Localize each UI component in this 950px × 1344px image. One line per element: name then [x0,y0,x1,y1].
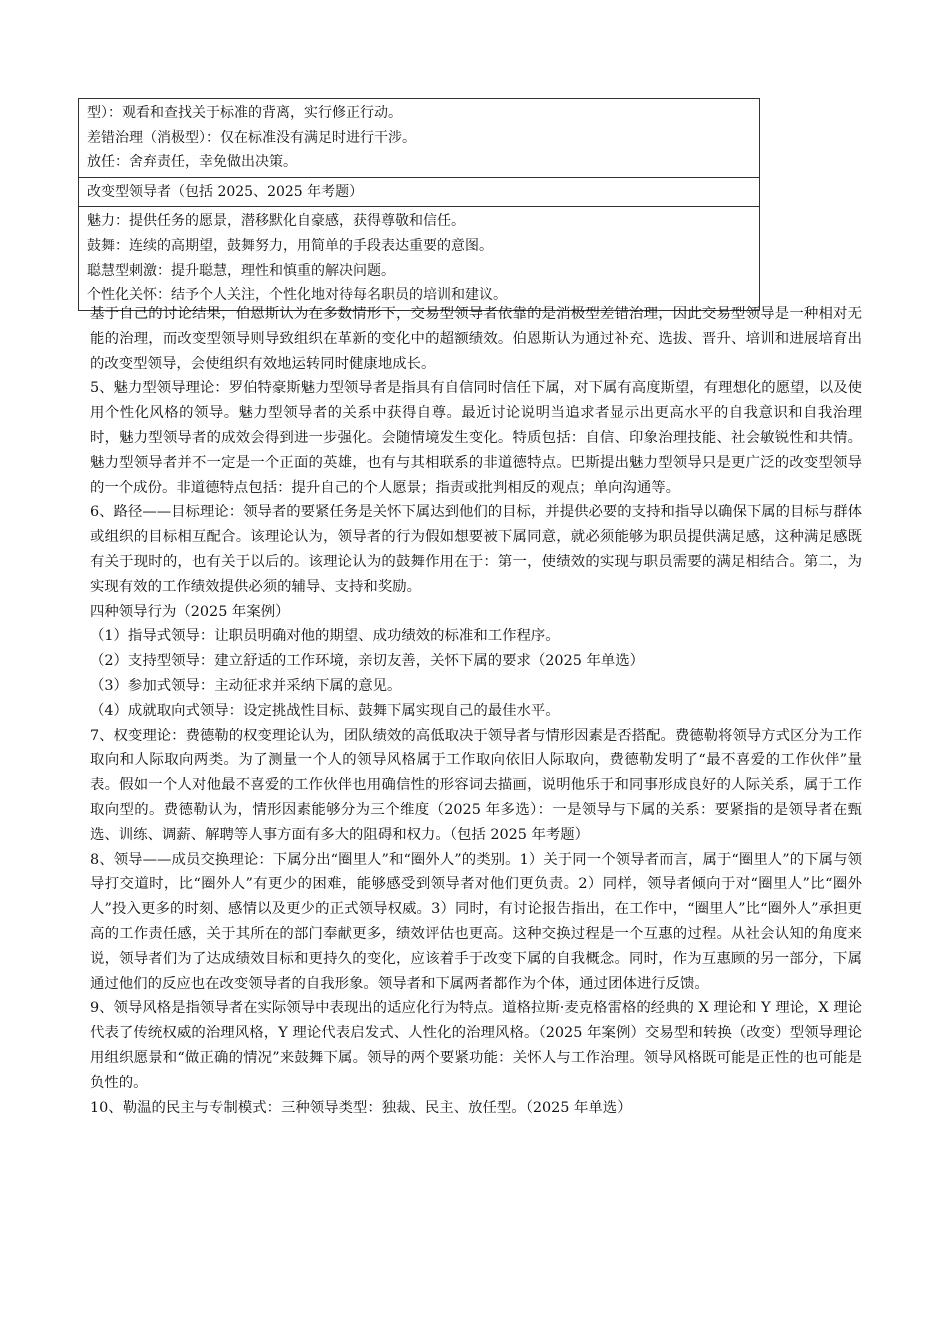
paragraph: 基于自己的讨论结果，伯恩斯认为在多数情形下，交易型领导者依靠的是消极型差错治理，因此交易型领导是一种相对无能的治理，而改变型领导则导致组织在革新的变化中的超额绩效。伯恩斯认为通过补充、选拔、晋升、培训和进展培育出的改变型领导，会使组织有效地运转同时健康地成长。 [90,306,862,372]
paragraph: 9、领导风格是指领导者在实际领导中表现出的适应化行为特点。道格拉斯·麦克格雷格的经典的 X 理论和 Y 理论，X 理论代表了传统权威的治理风格，Y 理论代表启发式、人性化的治理风格。（2025 年案例）交易型和转换（改变）型领导理论用组织愿景和“做正确的情况”来鼓舞下属。领导的两个要紧功能：关怀人与工作治理。领导风格既可能是正性的也可能是负性的。 [90,1000,862,1091]
paragraph: 5、魅力型领导理论：罗伯特豪斯魅力型领导者是指具有自信同时信任下属，对下属有高度斯望，有理想化的愿望，以及使用个性化风格的领导。魅力型领导者的关系中获得自尊。最近讨论说明当追求者显示出更高水平的自我意识和自我治理时，魅力型领导者的成效会得到进一步强化。会随情境发生变化。特质包括：自信、印象治理技能、社会敏锐性和共情。魅力型领导者并不一定是一个正面的英雄，也有与其相联系的非道德特点。巴斯提出魅力型领导只是更广泛的改变型领导的一个成份。非道德特点包括：提升自己的个人愿景；指责或批判相反的观点；单向沟通等。 [90,380,862,496]
table-line: 鼓舞：连续的高期望，鼓舞努力，用简单的手段表达重要的意图。 [87,237,493,254]
list-item: （4）成就取向式领导：设定挑战性目标、鼓舞下属实现自己的最佳水平。 [90,702,560,719]
table-cell-transformational [79,206,759,309]
list-item: （2）支持型领导：建立舒适的工作环境，亲切友善，关怀下属的要求（2025 年单选） [90,653,645,670]
paragraph: 10、勒温的民主与专制模式：三种领导类型：独裁、民主、放任型。（2025 年单选） [90,1099,632,1116]
body-text [90,302,862,1120]
paragraph: 7、权变理论：费德勒的权变理论认为，团队绩效的高低取决于领导者与情形因素是否搭配。费德勒将领导方式区分为工作取向和人际取向两类。为了测量一个人的领导风格属于工作取向依旧人际取向，费德勒发明了“最不喜爱的工作伙伴”量表。假如一个人对他最不喜爱的工作伙伴也用确信性的形容词去描画，说明他乐于和同事形成良好的人际关系，属于工作取向型的。费德勒认为，情形因素能够分为三个维度（2025 年多选）：一是领导与下属的关系：要紧指的是领导者在甄选、训练、调薪、解聘等人事方面有多大的阻碍和权力。（包括 2025 年考题） [90,727,862,843]
table-cell-transformational-heading [79,177,759,207]
table-line: 差错治理（消极型）：仅在标准没有满足时进行干涉。 [87,129,416,146]
table-line: 放任：舍弃责任，幸免做出决策。 [87,154,297,171]
list-item: （1）指导式领导：让职员明确对他的期望、成功绩效的标准和工作程序。 [90,628,560,645]
table-cell-transactional [79,99,759,177]
paragraph: 8、领导——成员交换理论：下属分出“圈里人”和“圈外人”的类别。1）关于同一个领导者而言，属于“圈里人”的下属与领导打交道时，比“圈外人”有更少的困难，能够感受到领导者对他们更负责。2）同样，领导者倾向于对“圈里人”比“圈外人”投入更多的时刻、感情以及更少的正式领导权威。3）同时，有讨论报告指出，在工作中，“圈里人”比“圈外人”承担更高的工作责任感，关于其所在的部门奉献更多，绩效评估也更高。这种交换过程是一个互惠的过程。从社会认知的角度来说，领导者们为了达成绩效目标和更持久的变化，应该着手于改变下属的自我概念。同时，作为互惠顾的另一部分，下属通过他们的反应也在改变领导者的自我形象。领导者和下属两者都作为个体，通过团体进行反馈。 [90,851,862,992]
table-line: 聪慧型刺激：提升聪慧，理性和慎重的解决问题。 [87,262,395,279]
table-line: 魅力：提供任务的愿景，潜移默化自豪感，获得尊敬和信任。 [87,213,465,230]
leadership-table [78,98,760,311]
list-item: （3）参加式领导：主动征求并采纳下属的意见。 [90,677,402,694]
table-line: 改变型领导者（包括 2025、2025 年考题） [87,183,364,200]
table-line: 型）：观看和查找关于标准的背离，实行修正行动。 [87,105,402,121]
paragraph: 6、路径——目标理论：领导者的要紧任务是关怀下属达到他们的目标，并提供必要的支持和指导以确保下属的目标与群体或组织的目标相互配合。该理论认为，领导者的行为假如想要被下属同意，就必须能够为职员提供满足感，这种满足感既有关于现时的，也有关于以后的。该理论认为的鼓舞作用在于：第一，使绩效的实现与职员需要的满足相结合。第二，为实现有效的工作绩效提供必须的辅导、支持和奖励。 [90,504,862,595]
table-line: 个性化关怀：结予个人关注，个性化地对待每名职员的培训和建议。 [87,287,507,304]
paragraph: 四种领导行为（2025 年案例） [90,603,290,620]
